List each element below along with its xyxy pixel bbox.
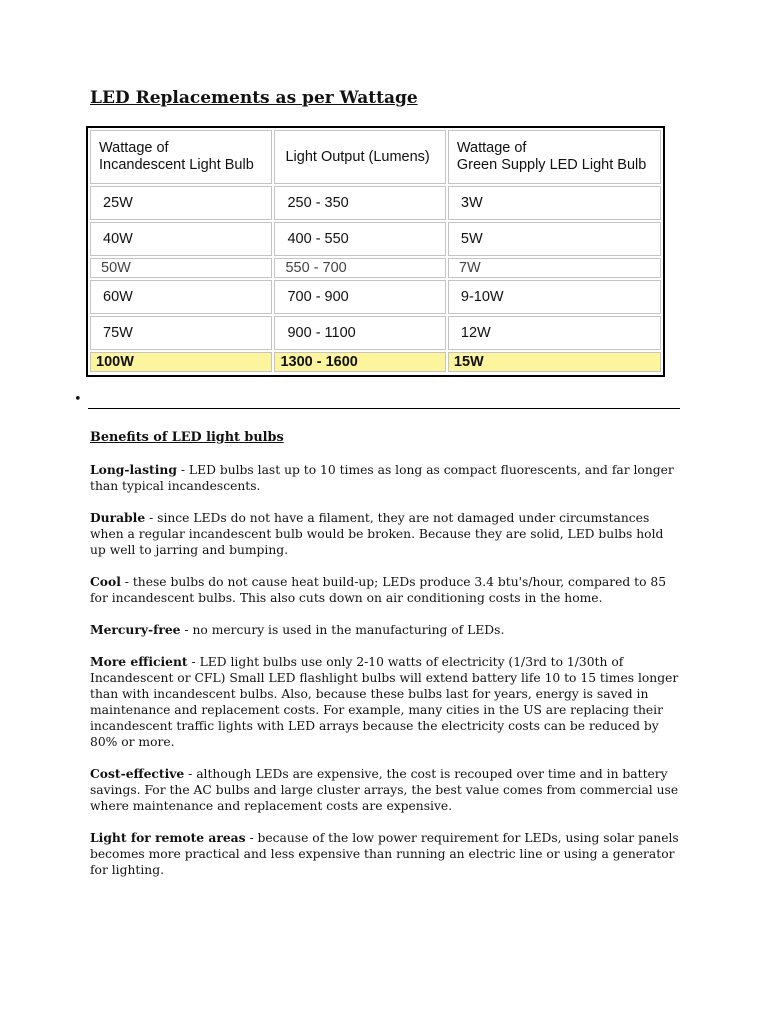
incandescent-wattage-cell: 75W xyxy=(90,316,272,350)
incandescent-wattage-cell: 50W xyxy=(90,258,272,278)
benefit-term: Mercury-free xyxy=(90,622,181,637)
table-row xyxy=(90,186,661,220)
benefit-text: - LED bulbs last up to 10 times as long as compact fluorescents, and far longer than typical incandescents. xyxy=(90,463,674,493)
lumens-cell: 550 - 700 xyxy=(274,258,445,278)
table-row xyxy=(90,316,661,350)
led-wattage-cell: 12W xyxy=(448,316,661,350)
highlighted-table-row xyxy=(90,352,661,372)
header-incandescent-wattage xyxy=(90,130,272,184)
wattage-table xyxy=(88,128,663,374)
benefit-paragraph xyxy=(90,830,680,878)
led-wattage-cell: 15W xyxy=(448,352,661,372)
lumens-cell: 1300 - 1600 xyxy=(274,352,445,372)
benefit-term: Long-lasting xyxy=(90,462,177,477)
benefits-heading: Benefits of LED light bulbs xyxy=(90,430,284,445)
benefit-paragraph xyxy=(90,462,680,494)
led-wattage-cell: 9-10W xyxy=(448,280,661,314)
table-row xyxy=(90,280,661,314)
header-led-line-1: Wattage of xyxy=(456,140,527,156)
benefit-term: Light for remote areas xyxy=(90,830,246,845)
benefit-paragraph xyxy=(90,574,680,606)
horizontal-divider xyxy=(88,408,680,409)
header-incandescent-line-1: Wattage of xyxy=(99,140,169,156)
benefit-paragraph xyxy=(90,766,680,814)
header-light-output-label: Light Output (Lumens) xyxy=(285,148,430,165)
incandescent-wattage-cell: 60W xyxy=(90,280,272,314)
lumens-cell: 400 - 550 xyxy=(274,222,445,256)
benefit-term: Durable xyxy=(90,510,146,525)
table-row xyxy=(90,258,661,278)
benefit-text: - because of the low power requirement for LEDs, using solar panels becomes more practical and less expensive than running an electric line or using a generator for lighting. xyxy=(90,831,679,877)
benefit-text: - these bulbs do not cause heat build-up; LEDs produce 3.4 btu's/hour, compared to 85 for incandescent bulbs. This also cuts down on air conditioning costs in the home. xyxy=(90,575,667,605)
header-incandescent-line-2: Incandescent Light Bulb xyxy=(99,157,254,173)
benefits-section xyxy=(90,430,680,894)
incandescent-wattage-cell: 100W xyxy=(90,352,272,372)
incandescent-wattage-cell: 40W xyxy=(90,222,272,256)
benefit-term: More efficient xyxy=(90,654,188,669)
lumens-cell: 250 - 350 xyxy=(274,186,445,220)
benefit-paragraph xyxy=(90,622,680,638)
table-header-row xyxy=(90,130,661,184)
benefit-paragraph xyxy=(90,510,680,558)
incandescent-wattage-cell: 25W xyxy=(90,186,272,220)
benefit-term: Cost-effective xyxy=(90,766,185,781)
list-bullet: • xyxy=(74,392,82,407)
benefit-term: Cool xyxy=(90,574,121,589)
led-wattage-cell: 5W xyxy=(448,222,661,256)
benefit-text: - although LEDs are expensive, the cost is recouped over time and in battery savings. For the AC bulbs and large cluster arrays, the best value comes from commercial use where maintenance and replacement costs are expensive. xyxy=(90,767,679,813)
benefit-text: - LED light bulbs use only 2-10 watts of electricity (1/3rd to 1/30th of Incandescent or CFL) Small LED flashlight bulbs will extend battery life 10 to 15 times longer than with incandescent bulbs. Also, because these bulbs last for years, energy is saved in maintenance and replacement costs. For example, many cities in the US are replacing their incandescent traffic lights with LED arrays because the electricity costs can be reduced by 80% or more. xyxy=(90,655,679,749)
header-led-line-2: Green Supply LED Light Bulb xyxy=(456,157,647,173)
header-led-wattage xyxy=(448,130,661,184)
table-row xyxy=(90,222,661,256)
benefit-text: - no mercury is used in the manufacturing of LEDs. xyxy=(180,623,505,637)
lumens-cell: 700 - 900 xyxy=(274,280,445,314)
led-wattage-cell: 7W xyxy=(448,258,661,278)
led-wattage-cell: 3W xyxy=(448,186,661,220)
benefit-paragraph xyxy=(90,654,680,750)
header-light-output xyxy=(274,130,445,184)
page-title: LED Replacements as per Wattage xyxy=(90,88,418,108)
benefit-text: - since LEDs do not have a filament, they are not damaged under circumstances when a regular incandescent bulb would be broken. Because they are solid, LED bulbs hold up well to jarring and bumping. xyxy=(90,511,664,557)
lumens-cell: 900 - 1100 xyxy=(274,316,445,350)
